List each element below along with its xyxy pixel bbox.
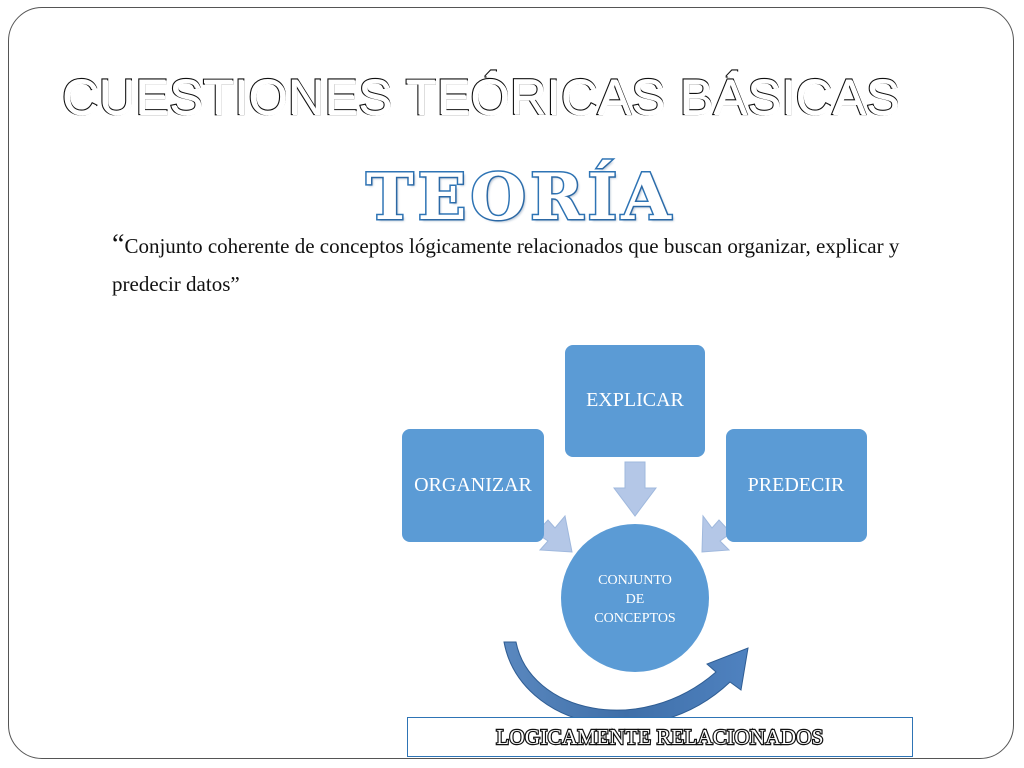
quote-text: Conjunto coherente de conceptos lógicamente relacionados que buscan organizar, explicar y predecir datos” bbox=[112, 234, 900, 296]
box-explicar-label: EXPLICAR bbox=[586, 389, 684, 411]
quote-open-mark: “ bbox=[112, 229, 125, 260]
slide-title: CUESTIONES TEÓRICAS BÁSICAS bbox=[62, 69, 900, 125]
center-line-2: DE bbox=[625, 592, 645, 607]
box-organizar bbox=[402, 429, 544, 542]
center-line-3: CONCEPTOS bbox=[594, 611, 676, 626]
box-explicar bbox=[565, 345, 705, 457]
center-circle bbox=[561, 524, 709, 672]
center-line-1: CONJUNTO bbox=[598, 573, 672, 588]
bottom-label-box bbox=[407, 717, 913, 757]
box-predecir-label: PREDECIR bbox=[747, 474, 845, 496]
bottom-label: LOGICAMENTE RELACIONADOS bbox=[496, 725, 824, 749]
theory-heading: TEORÍA bbox=[366, 160, 675, 235]
box-organizar-label: ORGANIZAR bbox=[414, 474, 532, 496]
box-predecir bbox=[726, 429, 867, 542]
arrow-explicar-to-center bbox=[614, 462, 656, 516]
